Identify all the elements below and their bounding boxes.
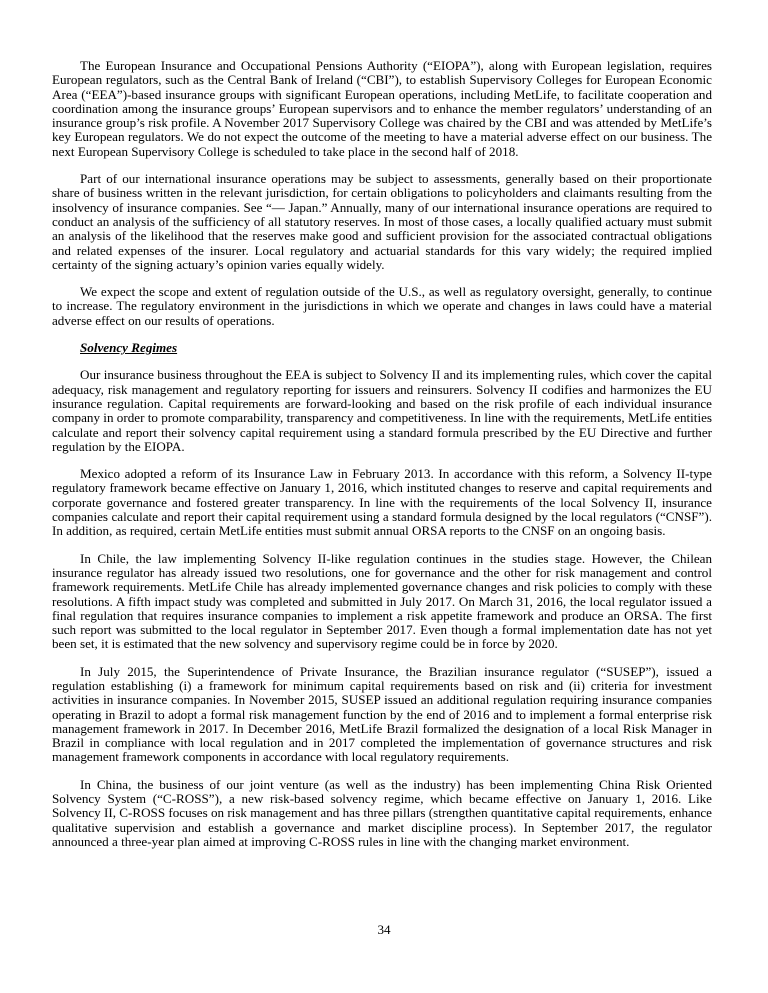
paragraph-eea-solvency-ii: Our insurance business throughout the EEA is subject to Solvency II and its implementing rules, which cover the capital adequacy, risk management and regulatory reporting for issuers and reinsurers. Solvency II codifies and harmonizes the EU insurance regulation. Capital requirements are forward-looking and based on the risk profile of each individual insurance company in order to promote comparability, transparency and competitiveness. In line with the requirements, MetLife entities calculate and report their solvency capital requirement using a standard formula prescribed by the EU Directive and further regulation by the EIOPA. [52, 367, 712, 454]
paragraph-international-assessments: Part of our international insurance operations may be subject to assessments, generally based on their proportionate share of business written in the relevant jurisdiction, for certain obligations to policyholders and claimants resulting from the insolvency of insurance companies. See “— Japan.” Annually, many of our international insurance operations are required to conduct an analysis of the sufficiency of all statutory reserves. In most of those cases, a locally qualified actuary must submit an analysis of the likelihood that the reserves make good and sufficient provision for the associated contractual obligations and related expenses of the insurer. Local regulatory and actuarial standards for this vary widely; the required implied certainty of the signing actuary’s opinion varies equally widely. [52, 171, 712, 272]
paragraph-mexico-reform: Mexico adopted a reform of its Insurance Law in February 2013. In accordance with this reform, a Solvency II-type regulatory framework became effective on January 1, 2016, which instituted changes to reserve and capital requirements and corporate governance and fostered greater transparency. In line with the requirements of the local Solvency II, insurance companies calculate and report their capital requirement using a standard formula designed by the local regulators (“CNSF”). In addition, as required, certain MetLife entities must submit annual ORSA reports to the CNSF on an ongoing basis. [52, 466, 712, 539]
paragraph-chile-regulation: In Chile, the law implementing Solvency II-like regulation continues in the studies stage. However, the Chilean insurance regulator has already issued two resolutions, one for governance and the other for risk management and control framework requirements. MetLife Chile has already implemented governance changes and risk policies to comply with these resolutions. A fifth impact study was completed and submitted in July 2017. On March 31, 2016, the local regulator issued a final regulation that requires insurance companies to implement a risk appetite framework and produce an ORSA. The first such report was submitted to the local regulator in September 2017. Even though a formal implementation date has not yet been set, it is estimated that the new solvency and supervisory regime could be in force by 2020. [52, 550, 712, 652]
paragraph-regulation-scope: We expect the scope and extent of regulation outside of the U.S., as well as regulatory oversight, generally, to continue to increase. The regulatory environment in the jurisdictions in which we operate and changes in laws could have a material adverse effect on our results of operations. [52, 284, 712, 328]
paragraph-brazil-susep: In July 2015, the Superintendence of Private Insurance, the Brazilian insurance regulator (“SUSEP”), issued a regulation establishing (i) a framework for minimum capital requirements based on risk and (ii) criteria for investment activities in insurance companies. In November 2015, SUSEP issued an additional regulation requiring insurance companies operating in Brazil to adopt a formal risk management function by the end of 2016 and to implement a formal enterprise risk management framework in 2017. In December 2016, MetLife Brazil formalized the designation of a local Risk Manager in Brazil in compliance with local regulation and in 2017 completed the implementation of governance structures and risk management framework components in accordance with local regulatory requirements. [52, 663, 712, 765]
page-number: 34 [377, 922, 391, 937]
page-body [52, 59, 712, 849]
paragraph-eiopa-supervisory-colleges: The European Insurance and Occupational Pensions Authority (“EIOPA”), along with European legislation, requires European regulators, such as the Central Bank of Ireland (“CBI”), to establish Supervisory Colleges for European Economic Area (“EEA”)-based insurance groups with significant European operations, including MetLife, to facilitate cooperation and coordination among the insurance groups’ European supervisors and to enhance the member regulators’ understanding of an insurance group’s risk profile. A November 2017 Supervisory College was chaired by the CBI and was attended by MetLife’s key European regulators. We do not expect the outcome of the meeting to have a material adverse effect on our business. The next European Supervisory College is scheduled to take place in the second half of 2018. [52, 58, 712, 159]
page-footer [0, 923, 768, 937]
paragraph-china-cross: In China, the business of our joint venture (as well as the industry) has been implementing China Risk Oriented Solvency System (“C-ROSS”), a new risk-based solvency regime, which became effective on January 1, 2016. Like Solvency II, C-ROSS focuses on risk management and has three pillars (strengthen quantitative capital requirements, enhance qualitative supervision and establish a governance and market discipline process). In September 2017, the regulator announced a three-year plan aimed at improving C-ROSS rules in line with the changing market environment. [52, 776, 712, 849]
section-heading-solvency-regimes: Solvency Regimes [80, 340, 178, 356]
